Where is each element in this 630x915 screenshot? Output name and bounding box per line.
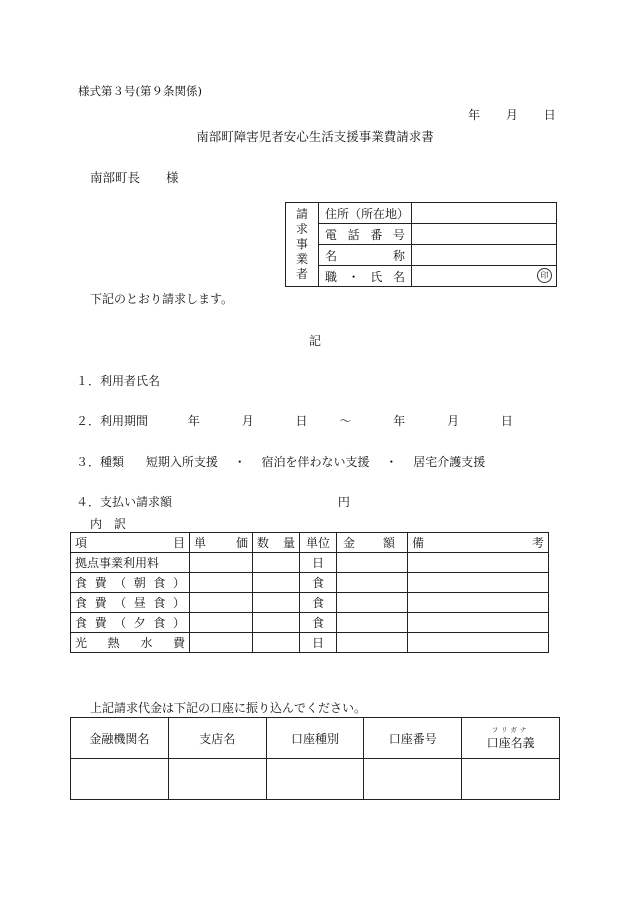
- period-start-month: 月: [241, 414, 254, 428]
- side-char: 者: [295, 267, 308, 281]
- form-number: 様式第３号(第９条関係): [78, 84, 202, 98]
- address-label: 住所（所在地）: [319, 203, 412, 224]
- date-line: [468, 106, 556, 123]
- seal-mark: 印: [537, 268, 552, 283]
- item-char: 朝: [133, 576, 146, 590]
- label-char: 名: [392, 269, 405, 284]
- table-row: [71, 573, 549, 593]
- payment-amount-unit: 円: [337, 495, 350, 509]
- claimant-side-label: [286, 203, 319, 287]
- bank-account-table: [70, 717, 560, 800]
- account-type-field[interactable]: [266, 759, 364, 800]
- item-char: 食: [75, 596, 88, 610]
- item-char: 費: [94, 596, 107, 610]
- label-char: 番: [370, 227, 383, 242]
- remarks-cell[interactable]: [408, 573, 549, 593]
- item-char: （: [114, 616, 127, 630]
- item-char: 食: [153, 616, 166, 630]
- address-field[interactable]: [412, 203, 557, 224]
- label-char: 電: [325, 227, 338, 242]
- unit-price-cell[interactable]: [190, 553, 253, 573]
- header-char: 考: [531, 536, 544, 550]
- bank-table-row: [71, 759, 560, 800]
- page-title: 南部町障害児者安心生活支援事業費請求書: [196, 129, 434, 144]
- item-char: 水: [140, 636, 153, 650]
- unit-cell: 食: [300, 593, 337, 613]
- item-char: 光: [75, 636, 88, 650]
- table-row: [71, 613, 549, 633]
- unit-price-cell[interactable]: [190, 593, 253, 613]
- header-amount: [337, 533, 408, 553]
- item-char: 昼: [133, 596, 146, 610]
- phone-field[interactable]: [412, 224, 557, 245]
- header-char: 量: [282, 536, 295, 550]
- ki-heading: 記: [308, 334, 321, 348]
- label-char: 職: [325, 269, 338, 284]
- period-tilde: ～: [339, 414, 352, 428]
- addressee: [90, 168, 179, 186]
- item-usage-period: [76, 412, 513, 429]
- bank-table-header: [71, 718, 560, 759]
- quantity-cell[interactable]: [253, 633, 300, 653]
- header-item: [71, 533, 190, 553]
- header-account-holder: [462, 718, 560, 759]
- row-item: [71, 573, 190, 593]
- table-row: [71, 633, 549, 653]
- remarks-cell[interactable]: [408, 593, 549, 613]
- unit-price-cell[interactable]: [190, 573, 253, 593]
- table-row: [71, 593, 549, 613]
- unit-price-cell[interactable]: [190, 633, 253, 653]
- cost-table-header: [71, 533, 549, 553]
- label-char: 号: [392, 227, 405, 242]
- date-month-label: 月: [505, 108, 518, 122]
- item-char: 夕: [133, 616, 146, 630]
- side-char: 事: [295, 237, 308, 251]
- cost-breakdown-table: [70, 532, 549, 653]
- row-item: [71, 633, 190, 653]
- item-char: 費: [172, 636, 185, 650]
- side-char: 求: [295, 222, 308, 236]
- furigana-label: フリガナ: [491, 725, 530, 734]
- row-item: 拠点事業利用料: [71, 553, 190, 573]
- position-name-label: [319, 266, 412, 287]
- label-char: 称: [392, 248, 405, 263]
- item-payment-amount: [76, 493, 350, 510]
- side-char: 請: [295, 207, 308, 221]
- header-unit: 単位: [300, 533, 337, 553]
- period-end-month: 月: [447, 414, 460, 428]
- service-option-short-stay[interactable]: 短期入所支援: [145, 455, 218, 469]
- unit-price-cell[interactable]: [190, 613, 253, 633]
- item-char: 費: [94, 616, 107, 630]
- header-char: 数: [257, 536, 270, 550]
- account-holder-field[interactable]: [462, 759, 560, 800]
- service-type-label: ３．種類: [76, 455, 125, 469]
- period-start-year: 年: [187, 414, 200, 428]
- remarks-cell[interactable]: [408, 613, 549, 633]
- service-separator: ・: [385, 455, 398, 469]
- header-char: 備: [412, 536, 425, 550]
- amount-cell[interactable]: [337, 593, 408, 613]
- payment-amount-label: ４．支払い請求額: [76, 495, 173, 509]
- bank-name-field[interactable]: [71, 759, 169, 800]
- quantity-cell[interactable]: [253, 593, 300, 613]
- item-user-name: １．利用者氏名: [76, 374, 161, 388]
- unit-cell: 食: [300, 573, 337, 593]
- item-char: 熱: [107, 636, 120, 650]
- transfer-note: 上記請求代金は下記の口座に振り込んでください。: [90, 701, 367, 715]
- item-char: 食: [75, 576, 88, 590]
- item-char: （: [114, 596, 127, 610]
- name-label: [319, 245, 412, 266]
- header-char: 金: [343, 536, 356, 550]
- period-start-day: 日: [295, 414, 308, 428]
- item-char: 食: [75, 616, 88, 630]
- header-account-number: 口座番号: [364, 718, 462, 759]
- date-day-label: 日: [543, 108, 556, 122]
- remarks-cell[interactable]: [408, 553, 549, 573]
- period-end-day: 日: [500, 414, 513, 428]
- header-char: 額: [382, 536, 395, 550]
- header-account-type: 口座種別: [266, 718, 364, 759]
- service-separator: ・: [233, 455, 246, 469]
- header-char: 目: [172, 536, 185, 550]
- branch-name-field[interactable]: [168, 759, 266, 800]
- position-name-field[interactable]: [412, 266, 557, 287]
- item-char: ）: [172, 576, 185, 590]
- remarks-cell[interactable]: [408, 633, 549, 653]
- usage-period-label: ２．利用期間: [76, 414, 149, 428]
- account-number-field[interactable]: [364, 759, 462, 800]
- label-char: 話: [347, 227, 360, 242]
- addressee-honorific: 様: [166, 170, 179, 185]
- item-char: ）: [172, 596, 185, 610]
- quantity-cell[interactable]: [253, 553, 300, 573]
- header-char: 項: [75, 536, 88, 550]
- item-service-type: [76, 453, 485, 470]
- header-remarks: [408, 533, 549, 553]
- quantity-cell[interactable]: [253, 573, 300, 593]
- label-char: 名: [325, 248, 338, 263]
- date-year-label: 年: [468, 108, 481, 122]
- unit-cell: 日: [300, 553, 337, 573]
- label-char: ・: [347, 269, 360, 284]
- item-char: 食: [153, 596, 166, 610]
- unit-cell: 日: [300, 633, 337, 653]
- phone-label: [319, 224, 412, 245]
- header-unit-price: [190, 533, 253, 553]
- addressee-name: 南部町長: [90, 170, 141, 185]
- row-item: [71, 593, 190, 613]
- period-end-year: 年: [393, 414, 406, 428]
- amount-cell[interactable]: [337, 573, 408, 593]
- account-holder-label: 口座名義: [486, 735, 535, 750]
- claimant-table: [285, 202, 557, 287]
- amount-cell[interactable]: [337, 553, 408, 573]
- business-name-field[interactable]: [412, 245, 557, 266]
- breakdown-label: 内 訳: [90, 517, 127, 531]
- quantity-cell[interactable]: [253, 613, 300, 633]
- item-char: ）: [172, 616, 185, 630]
- item-char: 費: [94, 576, 107, 590]
- unit-cell: 食: [300, 613, 337, 633]
- amount-cell[interactable]: [337, 633, 408, 653]
- service-option-home-care[interactable]: 居宅介護支援: [413, 455, 486, 469]
- header-branch-name: 支店名: [168, 718, 266, 759]
- header-char: 価: [235, 536, 248, 550]
- service-option-no-overnight[interactable]: 宿泊を伴わない支援: [261, 455, 370, 469]
- label-char: 氏: [370, 269, 383, 284]
- side-char: 業: [295, 252, 308, 266]
- row-item: [71, 613, 190, 633]
- amount-cell[interactable]: [337, 613, 408, 633]
- header-quantity: [253, 533, 300, 553]
- table-row: [71, 553, 549, 573]
- request-text: 下記のとおり請求します。: [90, 292, 234, 306]
- header-bank-name: 金融機関名: [71, 718, 169, 759]
- item-char: （: [114, 576, 127, 590]
- item-char: 食: [153, 576, 166, 590]
- header-char: 単: [194, 536, 207, 550]
